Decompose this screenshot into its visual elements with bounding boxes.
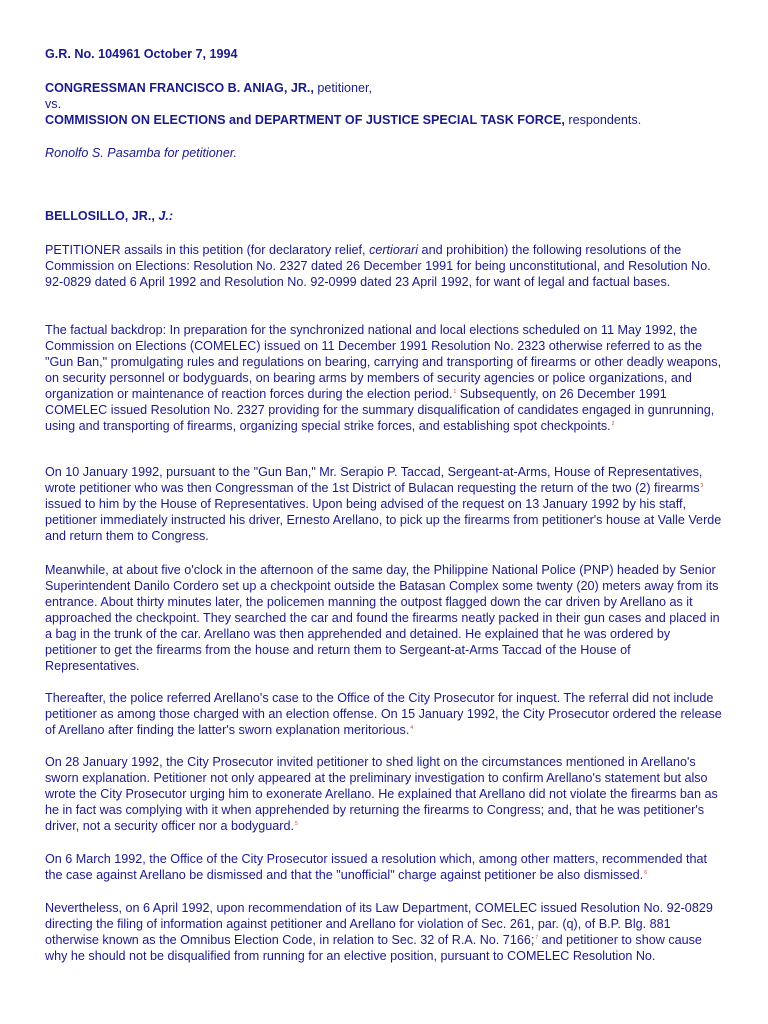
p3-text-b: issued to him by the House of Representatives. Upon being advised of the request on 13 January 1992 by his staff, petitioner immediately instructed his driver, Ernesto Arellano, to pick up the firearms from petitioner's house at Valle Verde and return them to Congress.: [45, 497, 722, 543]
p1-text-b: certiorari: [369, 243, 419, 257]
paragraph-3: [45, 464, 725, 544]
p1-text-c: and prohibition) the following resolutions of the Commission on Elections: Resolution No. 2327 dated 26 December 1991 for being unconstitutional, and Resolution No. 92-0829 dated 6 April 1992 and Resolution No. 92-0999 dated 23 April 1992, for want of legal and factual bases.: [45, 243, 711, 289]
footnote-link[interactable]: 4: [410, 724, 414, 731]
paragraph-4: Meanwhile, at about five o'clock in the afternoon of the same day, the Philippine National Police (PNP) headed by Senior Superintendent Danilo Cordero set up a checkpoint outside the Batasan Complex some twenty (20) meters away from its entrance. About thirty minutes later, the policemen manning the outpost flagged down the car driven by Arellano as it approached the checkpoint. They searched the car and found the firearms neatly packed in their gun cases and placed in a bag in the trunk of the car. Arellano was then apprehended and detained. He explained that he was ordered by petitioner to get the firearms from the house and return them to Sergeant-at-Arms Taccad of the House of Representatives.: [45, 563, 720, 673]
footnote-link[interactable]: 6: [644, 869, 647, 876]
respondents-role: respondents.: [564, 113, 642, 127]
footnote-link[interactable]: 5: [294, 820, 298, 827]
versus: vs.: [45, 97, 62, 111]
paragraph-2: [45, 322, 725, 434]
p1-text-a: PETITIONER assails in this petition (for declaratory relief,: [45, 243, 370, 257]
counsel-line: Ronolfo S. Pasamba for petitioner.: [45, 146, 238, 160]
case-number: G.R. No. 104961 October 7, 1994: [45, 47, 238, 61]
paragraph-7: [45, 851, 725, 883]
ponente-suffix: J.:: [158, 209, 174, 223]
paragraph-6: [45, 754, 725, 834]
respondents-line: [45, 112, 725, 128]
footnote-link[interactable]: 3: [700, 482, 704, 489]
paragraph-1: [45, 242, 725, 290]
ponente-name: BELLOSILLO, JR.,: [45, 209, 159, 223]
p2-text-a: The factual backdrop: In preparation for the synchronized national and local elections scheduled on 11 May 1992, the Commission on Elections (COMELEC) issued on 11 December 1991 Resolution No. 2323 otherwise referred to as the "Gun Ban," promulgating rules and regulations on bearing, carrying and transporting of firearms or other deadly weapons, on security personnel or bodyguards, on bearing arms by members of security agencies or police organizations, and organization or maintenance of reaction forces during the election period.: [45, 323, 722, 401]
petitioner-line: [45, 80, 725, 96]
p2-text-b: Subsequently, on 26 December 1991 COMELEC issued Resolution No. 2327 providing for the summary disqualification of candidates engaged in gunrunning, using and transporting of firearms, organizing special strike forces, and establishing spot checkpoints.: [45, 387, 715, 433]
p3-text-a: On 10 January 1992, pursuant to the "Gun Ban," Mr. Serapio P. Taccad, Sergeant-at-Arms, House of Representatives, wrote petitioner who was then Congressman of the 1st District of Bulacan requesting the return of the two (2) firearms: [45, 465, 703, 495]
p5-text: Thereafter, the police referred Arellano's case to the Office of the City Prosecutor for inquest. The referral did not include petitioner as among those charged with an election offense. On 15 January 1992, the City Prosecutor ordered the release of Arellano after finding the latter's sworn explanation meritorious.: [45, 691, 722, 737]
p7-text: On 6 March 1992, the Office of the City Prosecutor issued a resolution which, among other matters, recommended that the case against Arellano be dismissed and that the "unofficial" charge against petitioner be also dismissed.: [45, 852, 707, 882]
footnote-link[interactable]: 1: [453, 388, 457, 395]
ponente: [45, 208, 725, 224]
petitioner-role: petitioner,: [313, 81, 373, 95]
paragraph-8: [45, 900, 725, 964]
petitioner-name: CONGRESSMAN FRANCISCO B. ANIAG, JR.,: [45, 81, 314, 95]
p8-text-a: Nevertheless, on 6 April 1992, upon recommendation of its Law Department, COMELEC issued Resolution No. 92-0829 directing the filing of information against petitioner and Arellano for violation of Sec. 261, par. (q), of B.P. Blg. 881 otherwise known as the Omnibus Election Code, in relation to Sec. 32 of R.A. No. 7166;: [45, 901, 713, 947]
paragraph-5: [45, 690, 725, 738]
p6-text: On 28 January 1992, the City Prosecutor invited petitioner to shed light on the circumstances mentioned in Arellano's sworn explanation. Petitioner not only appeared at the preliminary investigation to confirm Arellano's statement but also wrote the City Prosecutor urging him to exonerate Arellano. He explained that Arellano did not violate the firearms ban as he in fact was complying with it when apprehended by returning the firearms to Congress; and, that he was petitioner's driver, not a security officer nor a bodyguard.: [45, 755, 718, 833]
footnote-link[interactable]: 2: [611, 420, 615, 427]
p8-text-b: and petitioner to show cause why he should not be disqualified from running for an elective position, pursuant to COMELEC Resolution No.: [45, 933, 702, 963]
footnote-link[interactable]: 7: [535, 934, 539, 941]
respondents-name: COMMISSION ON ELECTIONS and DEPARTMENT OF JUSTICE SPECIAL TASK FORCE,: [45, 113, 565, 127]
